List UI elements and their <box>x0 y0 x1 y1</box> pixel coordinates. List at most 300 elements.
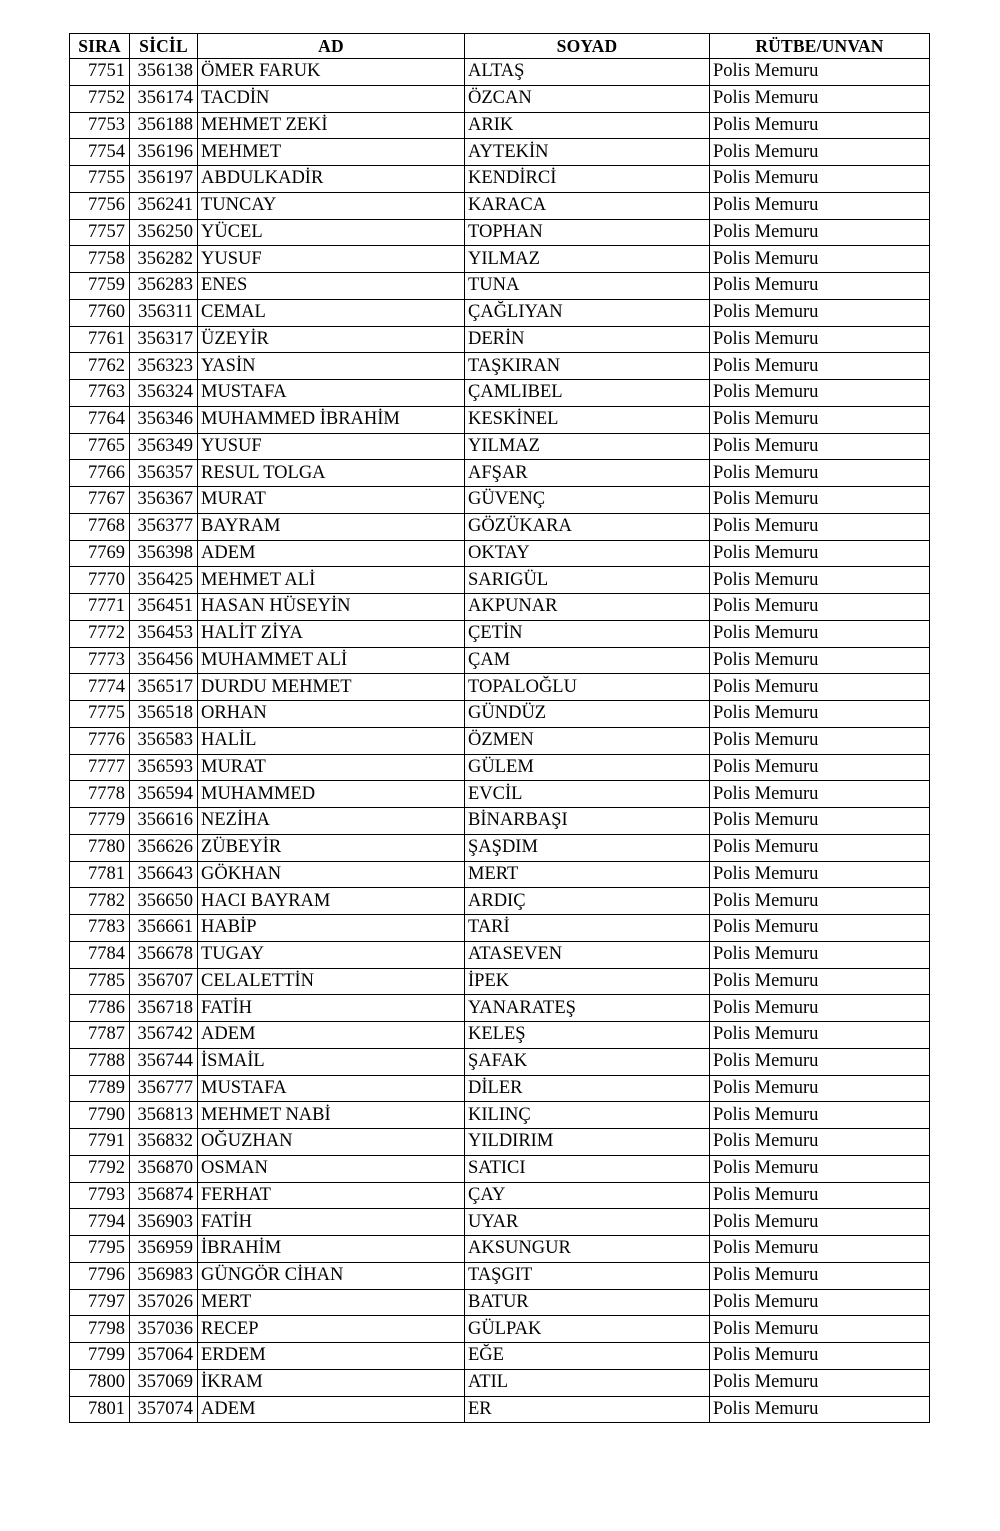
cell-soyad: ATIL <box>465 1369 710 1396</box>
cell-ad: OĞUZHAN <box>198 1129 465 1156</box>
cell-soyad: ŞAFAK <box>465 1048 710 1075</box>
cell-ad: MUSTAFA <box>198 380 465 407</box>
cell-soyad: ÇAĞLIYAN <box>465 299 710 326</box>
cell-ad: FATİH <box>198 995 465 1022</box>
cell-sira: 7755 <box>70 166 130 193</box>
cell-soyad: MERT <box>465 861 710 888</box>
cell-ad: ADEM <box>198 540 465 567</box>
cell-soyad: ÇETİN <box>465 620 710 647</box>
cell-sicil: 356718 <box>130 995 198 1022</box>
cell-soyad: AYTEKİN <box>465 139 710 166</box>
cell-rutbe-unvan: Polis Memuru <box>710 834 930 861</box>
cell-sicil: 356197 <box>130 166 198 193</box>
cell-ad: BAYRAM <box>198 513 465 540</box>
table-row <box>70 674 930 701</box>
cell-sicil: 357026 <box>130 1289 198 1316</box>
cell-soyad: ÇAM <box>465 647 710 674</box>
table-row <box>70 941 930 968</box>
header-row <box>70 34 930 59</box>
table-row <box>70 781 930 808</box>
table-row <box>70 1155 930 1182</box>
cell-soyad: TOPHAN <box>465 219 710 246</box>
cell-ad: MEHMET ALİ <box>198 567 465 594</box>
cell-sicil: 356626 <box>130 834 198 861</box>
cell-sira: 7784 <box>70 941 130 968</box>
cell-sicil: 356650 <box>130 888 198 915</box>
cell-ad: MUSTAFA <box>198 1075 465 1102</box>
column-header-sira: SIRA <box>70 34 130 59</box>
table-row <box>70 246 930 273</box>
cell-rutbe-unvan: Polis Memuru <box>710 968 930 995</box>
cell-sicil: 356283 <box>130 273 198 300</box>
cell-sira: 7775 <box>70 701 130 728</box>
table-row <box>70 513 930 540</box>
cell-sicil: 356583 <box>130 727 198 754</box>
cell-sicil: 356777 <box>130 1075 198 1102</box>
cell-soyad: SATICI <box>465 1155 710 1182</box>
cell-ad: HASAN HÜSEYİN <box>198 594 465 621</box>
cell-sira: 7771 <box>70 594 130 621</box>
cell-rutbe-unvan: Polis Memuru <box>710 1129 930 1156</box>
cell-sicil: 356453 <box>130 620 198 647</box>
table-row <box>70 1048 930 1075</box>
cell-soyad: ÇAMLIBEL <box>465 380 710 407</box>
cell-sira: 7785 <box>70 968 130 995</box>
cell-rutbe-unvan: Polis Memuru <box>710 1209 930 1236</box>
cell-sicil: 356593 <box>130 754 198 781</box>
cell-ad: ABDULKADİR <box>198 166 465 193</box>
table-row <box>70 727 930 754</box>
cell-rutbe-unvan: Polis Memuru <box>710 1236 930 1263</box>
cell-rutbe-unvan: Polis Memuru <box>710 1369 930 1396</box>
table-row <box>70 915 930 942</box>
cell-rutbe-unvan: Polis Memuru <box>710 487 930 514</box>
cell-rutbe-unvan: Polis Memuru <box>710 299 930 326</box>
cell-ad: MURAT <box>198 487 465 514</box>
cell-sira: 7787 <box>70 1022 130 1049</box>
cell-sira: 7797 <box>70 1289 130 1316</box>
cell-soyad: YANARATEŞ <box>465 995 710 1022</box>
cell-sira: 7782 <box>70 888 130 915</box>
cell-sira: 7786 <box>70 995 130 1022</box>
cell-sira: 7769 <box>70 540 130 567</box>
cell-soyad: DİLER <box>465 1075 710 1102</box>
cell-rutbe-unvan: Polis Memuru <box>710 674 930 701</box>
cell-soyad: BATUR <box>465 1289 710 1316</box>
cell-sira: 7780 <box>70 834 130 861</box>
cell-sicil: 356643 <box>130 861 198 888</box>
cell-sicil: 356357 <box>130 460 198 487</box>
cell-rutbe-unvan: Polis Memuru <box>710 941 930 968</box>
cell-rutbe-unvan: Polis Memuru <box>710 620 930 647</box>
table-row <box>70 1075 930 1102</box>
cell-ad: ADEM <box>198 1022 465 1049</box>
cell-soyad: KILINÇ <box>465 1102 710 1129</box>
table-row <box>70 1316 930 1343</box>
cell-sira: 7751 <box>70 59 130 86</box>
cell-sicil: 356138 <box>130 59 198 86</box>
cell-rutbe-unvan: Polis Memuru <box>710 1396 930 1423</box>
table-row <box>70 834 930 861</box>
cell-sicil: 356517 <box>130 674 198 701</box>
table-row <box>70 59 930 86</box>
cell-soyad: ÇAY <box>465 1182 710 1209</box>
cell-rutbe-unvan: Polis Memuru <box>710 1316 930 1343</box>
cell-sicil: 357074 <box>130 1396 198 1423</box>
cell-sicil: 356174 <box>130 85 198 112</box>
cell-soyad: ER <box>465 1396 710 1423</box>
cell-soyad: GÖZÜKARA <box>465 513 710 540</box>
cell-sira: 7788 <box>70 1048 130 1075</box>
cell-soyad: YILDIRIM <box>465 1129 710 1156</box>
cell-soyad: YILMAZ <box>465 433 710 460</box>
table-row <box>70 1182 930 1209</box>
cell-sira: 7801 <box>70 1396 130 1423</box>
cell-sira: 7799 <box>70 1343 130 1370</box>
cell-sira: 7783 <box>70 915 130 942</box>
table-row <box>70 1102 930 1129</box>
cell-rutbe-unvan: Polis Memuru <box>710 1289 930 1316</box>
cell-sira: 7790 <box>70 1102 130 1129</box>
cell-soyad: KELEŞ <box>465 1022 710 1049</box>
table-row <box>70 754 930 781</box>
cell-ad: MEHMET NABİ <box>198 1102 465 1129</box>
cell-ad: HABİP <box>198 915 465 942</box>
cell-sira: 7781 <box>70 861 130 888</box>
table-row <box>70 647 930 674</box>
cell-rutbe-unvan: Polis Memuru <box>710 888 930 915</box>
cell-soyad: ATASEVEN <box>465 941 710 968</box>
cell-ad: GÜNGÖR CİHAN <box>198 1262 465 1289</box>
cell-ad: CELALETTİN <box>198 968 465 995</box>
cell-sira: 7778 <box>70 781 130 808</box>
table-row <box>70 166 930 193</box>
column-header-sicil: SİCİL <box>130 34 198 59</box>
table-row <box>70 1343 930 1370</box>
cell-ad: RECEP <box>198 1316 465 1343</box>
cell-rutbe-unvan: Polis Memuru <box>710 594 930 621</box>
cell-sicil: 356707 <box>130 968 198 995</box>
cell-sira: 7766 <box>70 460 130 487</box>
cell-soyad: ÖZCAN <box>465 85 710 112</box>
table-row <box>70 353 930 380</box>
cell-sira: 7789 <box>70 1075 130 1102</box>
cell-rutbe-unvan: Polis Memuru <box>710 273 930 300</box>
cell-sira: 7800 <box>70 1369 130 1396</box>
table-row <box>70 567 930 594</box>
table-row <box>70 487 930 514</box>
cell-soyad: KESKİNEL <box>465 406 710 433</box>
column-header-soyad: SOYAD <box>465 34 710 59</box>
cell-rutbe-unvan: Polis Memuru <box>710 219 930 246</box>
cell-soyad: ÖZMEN <box>465 727 710 754</box>
table-row <box>70 192 930 219</box>
cell-ad: ZÜBEYİR <box>198 834 465 861</box>
cell-soyad: GÜNDÜZ <box>465 701 710 728</box>
cell-sicil: 356744 <box>130 1048 198 1075</box>
cell-rutbe-unvan: Polis Memuru <box>710 246 930 273</box>
cell-rutbe-unvan: Polis Memuru <box>710 808 930 835</box>
cell-soyad: KARACA <box>465 192 710 219</box>
cell-sira: 7770 <box>70 567 130 594</box>
cell-soyad: TOPALOĞLU <box>465 674 710 701</box>
cell-ad: MUHAMMED <box>198 781 465 808</box>
cell-rutbe-unvan: Polis Memuru <box>710 1155 930 1182</box>
cell-ad: MERT <box>198 1289 465 1316</box>
cell-sira: 7795 <box>70 1236 130 1263</box>
cell-ad: YUSUF <box>198 246 465 273</box>
cell-sira: 7776 <box>70 727 130 754</box>
table-row <box>70 219 930 246</box>
cell-sira: 7777 <box>70 754 130 781</box>
table-row <box>70 139 930 166</box>
cell-sicil: 356983 <box>130 1262 198 1289</box>
cell-soyad: TARİ <box>465 915 710 942</box>
cell-rutbe-unvan: Polis Memuru <box>710 353 930 380</box>
table-row <box>70 861 930 888</box>
cell-sira: 7794 <box>70 1209 130 1236</box>
table-row <box>70 888 930 915</box>
cell-sicil: 356813 <box>130 1102 198 1129</box>
cell-rutbe-unvan: Polis Memuru <box>710 139 930 166</box>
cell-ad: ADEM <box>198 1396 465 1423</box>
cell-soyad: BİNARBAŞI <box>465 808 710 835</box>
cell-ad: MEHMET <box>198 139 465 166</box>
table-row <box>70 1236 930 1263</box>
cell-rutbe-unvan: Polis Memuru <box>710 861 930 888</box>
cell-rutbe-unvan: Polis Memuru <box>710 380 930 407</box>
cell-ad: MUHAMMED İBRAHİM <box>198 406 465 433</box>
cell-soyad: KENDİRCİ <box>465 166 710 193</box>
cell-soyad: GÜVENÇ <box>465 487 710 514</box>
cell-ad: ENES <box>198 273 465 300</box>
cell-sicil: 356456 <box>130 647 198 674</box>
cell-ad: HALİL <box>198 727 465 754</box>
cell-soyad: TAŞGIT <box>465 1262 710 1289</box>
table-row <box>70 1129 930 1156</box>
cell-sicil: 357064 <box>130 1343 198 1370</box>
table-row <box>70 460 930 487</box>
table-row <box>70 1369 930 1396</box>
cell-sicil: 356832 <box>130 1129 198 1156</box>
cell-ad: RESUL TOLGA <box>198 460 465 487</box>
cell-ad: HALİT ZİYA <box>198 620 465 647</box>
cell-sira: 7763 <box>70 380 130 407</box>
cell-soyad: AKPUNAR <box>465 594 710 621</box>
cell-sicil: 357036 <box>130 1316 198 1343</box>
cell-rutbe-unvan: Polis Memuru <box>710 85 930 112</box>
cell-rutbe-unvan: Polis Memuru <box>710 567 930 594</box>
cell-soyad: İPEK <box>465 968 710 995</box>
cell-sicil: 356398 <box>130 540 198 567</box>
cell-soyad: AFŞAR <box>465 460 710 487</box>
column-header-ad: AD <box>198 34 465 59</box>
table-row <box>70 406 930 433</box>
cell-soyad: DERİN <box>465 326 710 353</box>
cell-ad: FERHAT <box>198 1182 465 1209</box>
cell-rutbe-unvan: Polis Memuru <box>710 59 930 86</box>
cell-ad: MURAT <box>198 754 465 781</box>
table-row <box>70 112 930 139</box>
cell-sira: 7764 <box>70 406 130 433</box>
cell-soyad: YILMAZ <box>465 246 710 273</box>
cell-rutbe-unvan: Polis Memuru <box>710 326 930 353</box>
cell-sira: 7774 <box>70 674 130 701</box>
cell-soyad: OKTAY <box>465 540 710 567</box>
cell-ad: ERDEM <box>198 1343 465 1370</box>
cell-rutbe-unvan: Polis Memuru <box>710 1343 930 1370</box>
cell-sicil: 356874 <box>130 1182 198 1209</box>
cell-rutbe-unvan: Polis Memuru <box>710 1182 930 1209</box>
cell-rutbe-unvan: Polis Memuru <box>710 701 930 728</box>
cell-ad: İSMAİL <box>198 1048 465 1075</box>
cell-rutbe-unvan: Polis Memuru <box>710 1022 930 1049</box>
cell-sicil: 356594 <box>130 781 198 808</box>
table-row <box>70 701 930 728</box>
cell-soyad: ARDIÇ <box>465 888 710 915</box>
cell-rutbe-unvan: Polis Memuru <box>710 915 930 942</box>
cell-sicil: 356742 <box>130 1022 198 1049</box>
table-row <box>70 808 930 835</box>
cell-sira: 7798 <box>70 1316 130 1343</box>
table-row <box>70 594 930 621</box>
cell-rutbe-unvan: Polis Memuru <box>710 540 930 567</box>
cell-sira: 7791 <box>70 1129 130 1156</box>
cell-soyad: GÜLEM <box>465 754 710 781</box>
cell-soyad: ŞAŞDIM <box>465 834 710 861</box>
cell-rutbe-unvan: Polis Memuru <box>710 1262 930 1289</box>
table-row <box>70 326 930 353</box>
cell-rutbe-unvan: Polis Memuru <box>710 995 930 1022</box>
cell-rutbe-unvan: Polis Memuru <box>710 1048 930 1075</box>
table-row <box>70 1262 930 1289</box>
cell-sira: 7792 <box>70 1155 130 1182</box>
cell-sira: 7758 <box>70 246 130 273</box>
cell-ad: ORHAN <box>198 701 465 728</box>
cell-sira: 7756 <box>70 192 130 219</box>
table-row <box>70 1396 930 1423</box>
cell-soyad: EĞE <box>465 1343 710 1370</box>
table-row <box>70 968 930 995</box>
cell-sira: 7779 <box>70 808 130 835</box>
cell-rutbe-unvan: Polis Memuru <box>710 460 930 487</box>
cell-sicil: 356323 <box>130 353 198 380</box>
cell-sicil: 356518 <box>130 701 198 728</box>
table-row <box>70 85 930 112</box>
cell-sicil: 356616 <box>130 808 198 835</box>
cell-sira: 7772 <box>70 620 130 647</box>
cell-sira: 7754 <box>70 139 130 166</box>
cell-sicil: 356282 <box>130 246 198 273</box>
cell-sicil: 356250 <box>130 219 198 246</box>
cell-sicil: 356425 <box>130 567 198 594</box>
cell-sicil: 356678 <box>130 941 198 968</box>
table-row <box>70 1022 930 1049</box>
cell-ad: ÖMER FARUK <box>198 59 465 86</box>
cell-sicil: 356870 <box>130 1155 198 1182</box>
personnel-table <box>69 33 930 1423</box>
cell-soyad: AKSUNGUR <box>465 1236 710 1263</box>
cell-sicil: 357069 <box>130 1369 198 1396</box>
table-row <box>70 1209 930 1236</box>
cell-ad: YUSUF <box>198 433 465 460</box>
cell-ad: TUGAY <box>198 941 465 968</box>
cell-ad: DURDU MEHMET <box>198 674 465 701</box>
cell-rutbe-unvan: Polis Memuru <box>710 781 930 808</box>
cell-sira: 7765 <box>70 433 130 460</box>
cell-ad: OSMAN <box>198 1155 465 1182</box>
table-row <box>70 380 930 407</box>
cell-sicil: 356451 <box>130 594 198 621</box>
cell-sicil: 356311 <box>130 299 198 326</box>
cell-ad: İBRAHİM <box>198 1236 465 1263</box>
cell-sicil: 356903 <box>130 1209 198 1236</box>
column-header-rutbe-unvan: RÜTBE/UNVAN <box>710 34 930 59</box>
cell-sira: 7767 <box>70 487 130 514</box>
cell-rutbe-unvan: Polis Memuru <box>710 513 930 540</box>
table-row <box>70 995 930 1022</box>
table-row <box>70 433 930 460</box>
cell-soyad: TAŞKIRAN <box>465 353 710 380</box>
cell-ad: YASİN <box>198 353 465 380</box>
cell-ad: YÜCEL <box>198 219 465 246</box>
cell-rutbe-unvan: Polis Memuru <box>710 166 930 193</box>
table-body <box>70 59 930 1423</box>
cell-sicil: 356188 <box>130 112 198 139</box>
table-row <box>70 620 930 647</box>
cell-sira: 7793 <box>70 1182 130 1209</box>
cell-rutbe-unvan: Polis Memuru <box>710 192 930 219</box>
cell-ad: NEZİHA <box>198 808 465 835</box>
cell-ad: TUNCAY <box>198 192 465 219</box>
cell-sicil: 356367 <box>130 487 198 514</box>
cell-sicil: 356241 <box>130 192 198 219</box>
table-row <box>70 1289 930 1316</box>
cell-sira: 7762 <box>70 353 130 380</box>
cell-rutbe-unvan: Polis Memuru <box>710 406 930 433</box>
cell-soyad: GÜLPAK <box>465 1316 710 1343</box>
table-row <box>70 273 930 300</box>
table-row <box>70 540 930 567</box>
cell-sicil: 356349 <box>130 433 198 460</box>
cell-sicil: 356377 <box>130 513 198 540</box>
cell-sicil: 356317 <box>130 326 198 353</box>
cell-soyad: UYAR <box>465 1209 710 1236</box>
cell-ad: TACDİN <box>198 85 465 112</box>
cell-rutbe-unvan: Polis Memuru <box>710 754 930 781</box>
cell-ad: MUHAMMET ALİ <box>198 647 465 674</box>
cell-soyad: EVCİL <box>465 781 710 808</box>
cell-sira: 7757 <box>70 219 130 246</box>
cell-soyad: TUNA <box>465 273 710 300</box>
cell-sira: 7759 <box>70 273 130 300</box>
cell-sira: 7768 <box>70 513 130 540</box>
cell-soyad: SARIGÜL <box>465 567 710 594</box>
cell-sicil: 356196 <box>130 139 198 166</box>
cell-ad: GÖKHAN <box>198 861 465 888</box>
cell-sira: 7752 <box>70 85 130 112</box>
cell-sicil: 356324 <box>130 380 198 407</box>
cell-sira: 7753 <box>70 112 130 139</box>
cell-soyad: ALTAŞ <box>465 59 710 86</box>
table-header <box>70 34 930 59</box>
cell-sicil: 356346 <box>130 406 198 433</box>
cell-soyad: ARIK <box>465 112 710 139</box>
cell-ad: HACI BAYRAM <box>198 888 465 915</box>
cell-rutbe-unvan: Polis Memuru <box>710 112 930 139</box>
cell-rutbe-unvan: Polis Memuru <box>710 433 930 460</box>
cell-sira: 7796 <box>70 1262 130 1289</box>
